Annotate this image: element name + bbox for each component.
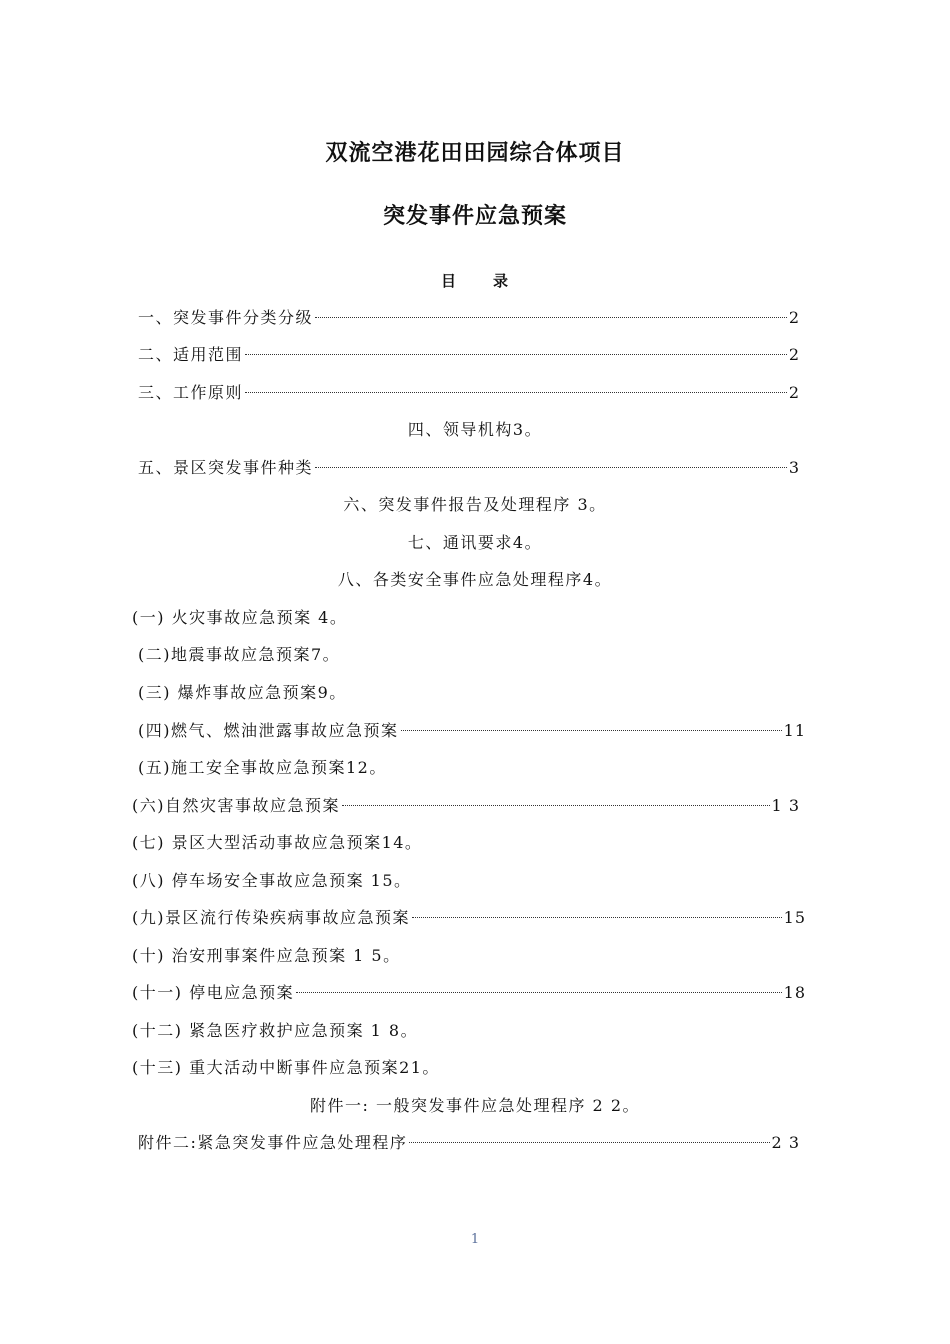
toc-entry[interactable]: [0, 568, 950, 592]
toc-entry[interactable]: [132, 944, 401, 968]
toc-leader: [401, 730, 782, 731]
toc-entry[interactable]: [132, 831, 422, 855]
toc-entry[interactable]: [138, 343, 800, 367]
toc-leader: [315, 467, 787, 468]
toc-entry-page: 2 3: [771, 1133, 800, 1152]
toc-entry-label: (十一) 停电应急预案: [132, 983, 295, 1002]
toc-entry[interactable]: [0, 418, 950, 442]
toc-entry-label: 四、领导机构3。: [407, 420, 543, 439]
toc-leader: [245, 354, 787, 355]
toc-entry-label: 一、突发事件分类分级: [138, 308, 314, 327]
toc-entry-page: 2: [788, 345, 800, 364]
toc-entry[interactable]: [138, 719, 806, 743]
toc-entry-label: (十二) 紧急医疗救护应急预案 1 8。: [132, 1021, 419, 1040]
toc-entry-label: (四)燃气、燃油泄露事故应急预案: [138, 721, 399, 740]
toc-entry-label: (一) 火灾事故应急预案 4。: [132, 608, 348, 627]
toc-entry-page: 2: [788, 308, 800, 327]
toc-entry-label: 三、工作原则: [138, 383, 244, 402]
toc-entry[interactable]: [132, 794, 800, 818]
toc-entry-label: 附件二:紧急突发事件应急处理程序: [138, 1133, 408, 1152]
toc-entry[interactable]: [138, 381, 800, 405]
toc-entry-label: 五、景区突发事件种类: [138, 458, 314, 477]
toc-leader: [342, 805, 770, 806]
toc-entry[interactable]: [132, 981, 806, 1005]
toc-entry-label: (十) 治安刑事案件应急预案 1 5。: [132, 946, 401, 965]
toc-entry[interactable]: [138, 643, 340, 667]
toc-entry-label: (二)地震事故应急预案7。: [138, 645, 341, 664]
toc-entry-page: 11: [783, 721, 806, 740]
toc-entry-label: (八) 停车场安全事故应急预案 15。: [132, 871, 412, 890]
toc-heading-left: 目: [440, 272, 457, 290]
toc-entry-page: 1 3: [771, 796, 800, 815]
toc-entry-label: (十三) 重大活动中断事件应急预案21。: [132, 1058, 440, 1077]
toc-leader: [409, 1142, 769, 1143]
toc-entry-label: 六、突发事件报告及处理程序 3。: [343, 495, 607, 514]
toc-entry[interactable]: [132, 1056, 440, 1080]
toc-entry-label: (三) 爆炸事故应急预案9。: [138, 683, 347, 702]
toc-entry-label: (五)施工安全事故应急预案12。: [138, 758, 387, 777]
toc-entry[interactable]: [138, 1131, 800, 1155]
toc-leader: [315, 317, 787, 318]
toc-entry-label: 附件一: 一般突发事件应急处理程序 2 2。: [309, 1096, 640, 1115]
toc-leader: [296, 992, 782, 993]
toc-entry[interactable]: [132, 606, 347, 630]
toc-entry[interactable]: [132, 906, 806, 930]
toc-entry-page: 15: [783, 908, 806, 927]
toc-heading-right: 录: [493, 272, 510, 290]
toc-heading: [0, 270, 950, 291]
toc-entry-label: 七、通讯要求4。: [407, 533, 543, 552]
toc-entry-label: 二、适用范围: [138, 345, 244, 364]
toc-entry[interactable]: [138, 756, 387, 780]
document-subtitle: 突发事件应急预案: [382, 203, 567, 229]
toc-entry-page: 3: [788, 458, 800, 477]
toc-entry[interactable]: [132, 1019, 418, 1043]
toc-leader: [245, 392, 787, 393]
toc-entry-label: (七) 景区大型活动事故应急预案14。: [132, 833, 423, 852]
toc-entry-page: 2: [788, 383, 800, 402]
toc-entry[interactable]: [132, 869, 412, 893]
toc-leader: [412, 917, 782, 918]
toc-entry-label: (九)景区流行传染疾病事故应急预案: [132, 908, 410, 927]
toc-entry[interactable]: [0, 1094, 950, 1118]
toc-entry[interactable]: [138, 306, 800, 330]
toc-entry-label: 八、各类安全事件应急处理程序4。: [337, 570, 613, 589]
toc-entry[interactable]: [0, 493, 950, 517]
document-title: 双流空港花田田园综合体项目: [325, 140, 625, 166]
toc-entry[interactable]: [138, 456, 800, 480]
page-number: 1: [470, 1232, 480, 1247]
toc-entry[interactable]: [0, 531, 950, 555]
toc-entry-label: (六)自然灾害事故应急预案: [132, 796, 340, 815]
toc-entry[interactable]: [138, 681, 347, 705]
toc-entry-page: 18: [783, 983, 806, 1002]
